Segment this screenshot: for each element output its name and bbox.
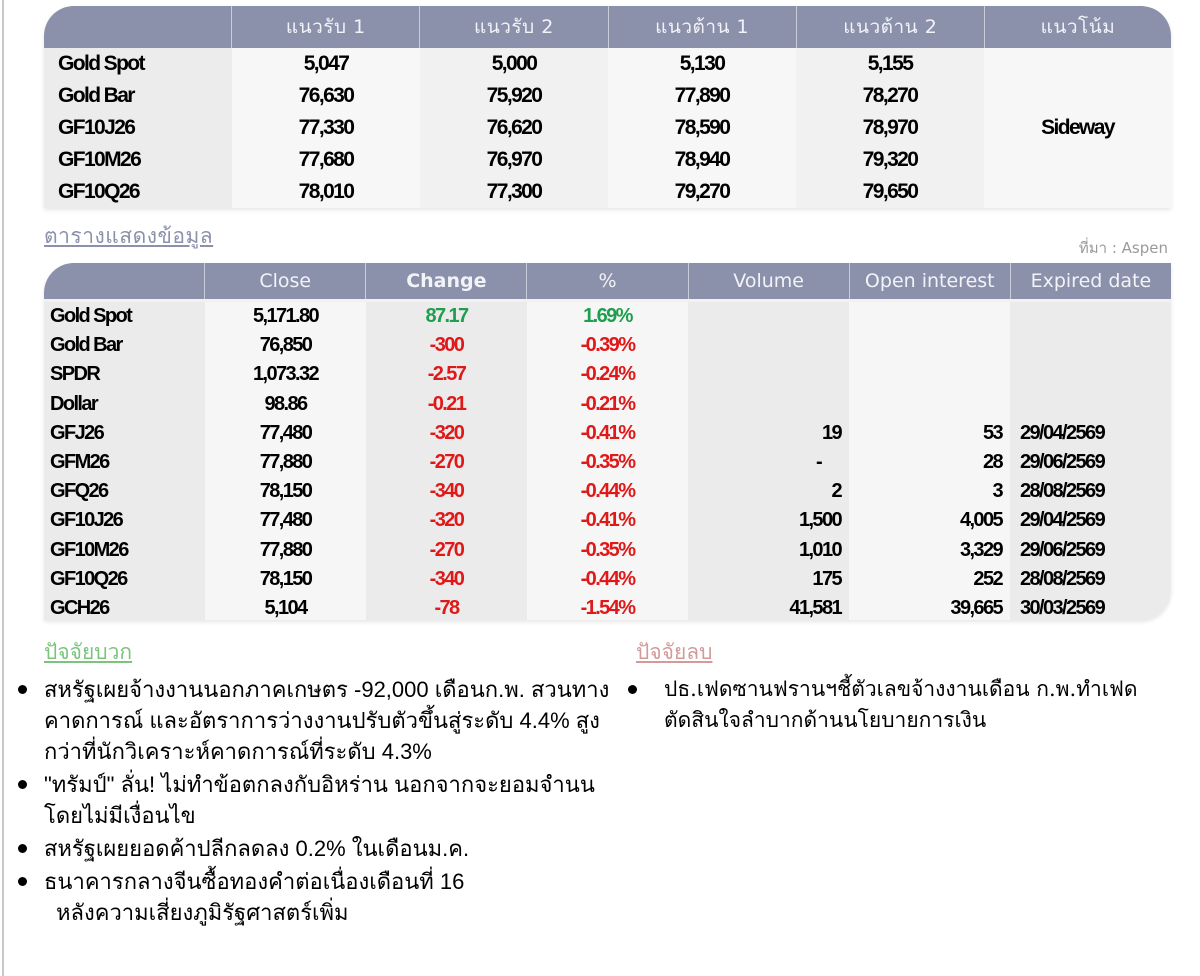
md-cell-change: -2.57 bbox=[427, 363, 466, 386]
md-cell-close: 5,171.80 bbox=[252, 305, 319, 328]
sr-cell-name: Gold Bar bbox=[58, 84, 134, 107]
md-header-percent: % bbox=[526, 263, 687, 299]
md-cell-change: -78 bbox=[434, 596, 459, 619]
md-cell-percent: -0.35% bbox=[580, 451, 635, 474]
sr-col-name bbox=[44, 48, 232, 208]
sr-cell-support-1: 76,630 bbox=[298, 84, 354, 107]
md-table-header bbox=[44, 263, 1171, 299]
data-source-note: ที่มา : Aspen bbox=[1078, 239, 1168, 257]
md-cell-expired-date: 29/06/2569 bbox=[1020, 451, 1105, 474]
sr-col-resistance-2 bbox=[796, 48, 984, 208]
md-cell-close: 98.86 bbox=[264, 392, 307, 415]
md-col-percent bbox=[527, 302, 688, 620]
trend-value: Sideway bbox=[1041, 116, 1114, 139]
md-cell-name: Gold Bar bbox=[50, 334, 122, 357]
sr-header-name bbox=[44, 6, 231, 48]
md-cell-open-interest: 28 bbox=[982, 451, 1002, 474]
bullet-icon bbox=[18, 685, 27, 694]
positive-factors-list bbox=[14, 674, 624, 930]
sr-header-resistance-1: แนวต้าน 1 bbox=[608, 6, 796, 48]
md-table-body bbox=[44, 299, 1171, 620]
sr-header-resistance-2: แนวต้าน 2 bbox=[796, 6, 984, 48]
positive-factor-item bbox=[14, 769, 624, 831]
sr-cell-support-1: 78,010 bbox=[298, 180, 354, 203]
sr-col-support-1 bbox=[232, 48, 420, 208]
bullet-icon bbox=[18, 877, 27, 886]
md-cell-change: -340 bbox=[429, 480, 464, 503]
md-cell-expired-date bbox=[1010, 390, 1171, 419]
md-cell-name: GF10Q26 bbox=[50, 567, 127, 590]
positive-factor-text: ธนาคารกลางจีนซื้อทองคำต่อเนื่องเดือนที่ 16 bbox=[44, 869, 465, 894]
md-col-name bbox=[44, 302, 205, 620]
sr-table-body bbox=[44, 48, 1171, 208]
md-header-change: Change bbox=[365, 263, 526, 299]
md-cell-close: 77,480 bbox=[259, 421, 312, 444]
sr-header-trend: แนวโน้ม bbox=[984, 6, 1171, 48]
md-cell-close: 77,480 bbox=[259, 509, 312, 532]
md-cell-open-interest: 39,665 bbox=[950, 596, 1002, 619]
md-cell-percent: -0.35% bbox=[580, 538, 635, 561]
sr-cell-support-2: 77,300 bbox=[486, 180, 542, 203]
md-cell-open-interest: 3,329 bbox=[959, 538, 1002, 561]
md-cell-open-interest bbox=[849, 302, 1010, 331]
positive-factors-title: ปัจจัยบวก bbox=[44, 640, 133, 664]
md-cell-name: GCH26 bbox=[50, 596, 109, 619]
md-cell-volume: - bbox=[815, 451, 821, 474]
md-cell-volume: 41,581 bbox=[789, 596, 841, 619]
sr-cell-support-2: 5,000 bbox=[491, 52, 537, 75]
sr-cell-resistance-2: 78,970 bbox=[862, 116, 918, 139]
md-cell-volume bbox=[688, 360, 849, 389]
md-col-open-interest bbox=[849, 302, 1010, 620]
md-cell-change: -340 bbox=[429, 567, 464, 590]
sr-header-support-1: แนวรับ 1 bbox=[231, 6, 419, 48]
md-cell-expired-date: 29/04/2569 bbox=[1020, 509, 1105, 532]
positive-factor-item bbox=[14, 833, 624, 864]
md-header-volume: Volume bbox=[688, 263, 849, 299]
md-cell-open-interest: 252 bbox=[973, 567, 1002, 590]
md-cell-change: -320 bbox=[429, 509, 464, 532]
md-cell-change: -270 bbox=[429, 451, 464, 474]
sr-cell-support-1: 77,330 bbox=[298, 116, 354, 139]
sr-cell-name: Gold Spot bbox=[58, 52, 144, 75]
md-cell-close: 77,880 bbox=[259, 538, 312, 561]
md-cell-percent: 1.69% bbox=[583, 305, 632, 328]
sr-cell-support-2: 76,970 bbox=[486, 148, 542, 171]
sr-cell-resistance-2: 79,320 bbox=[862, 148, 918, 171]
md-cell-volume bbox=[688, 390, 849, 419]
md-header-close: Close bbox=[204, 263, 365, 299]
sr-cell-resistance-2: 78,270 bbox=[862, 84, 918, 107]
md-cell-name: GF10M26 bbox=[50, 538, 128, 561]
bullet-icon bbox=[18, 780, 27, 789]
positive-factor-text: สหรัฐเผยยอดค้าปลีกลดลง 0.2% ในเดือนม.ค. bbox=[44, 836, 470, 861]
negative-factors-list bbox=[624, 674, 1164, 738]
md-cell-expired-date bbox=[1010, 302, 1171, 331]
sr-cell-resistance-2: 79,650 bbox=[862, 180, 918, 203]
md-cell-expired-date: 28/08/2569 bbox=[1020, 567, 1105, 590]
md-cell-name: GF10J26 bbox=[50, 509, 123, 532]
md-cell-change: -320 bbox=[429, 421, 464, 444]
md-cell-volume bbox=[688, 302, 849, 331]
md-cell-volume: 1,500 bbox=[798, 509, 841, 532]
md-cell-percent: -0.44% bbox=[580, 480, 635, 503]
md-cell-open-interest bbox=[849, 331, 1010, 360]
md-header-open-interest: Open interest bbox=[849, 263, 1010, 299]
md-cell-expired-date: 30/03/2569 bbox=[1020, 596, 1105, 619]
sr-col-resistance-1 bbox=[608, 48, 796, 208]
md-col-volume bbox=[688, 302, 849, 620]
md-cell-close: 5,104 bbox=[264, 596, 307, 619]
md-cell-open-interest bbox=[849, 360, 1010, 389]
positive-factor-item bbox=[14, 674, 624, 767]
md-cell-volume: 1,010 bbox=[798, 538, 841, 561]
sr-table-header bbox=[44, 6, 1171, 48]
positive-factor-text: "ทรัมป์" ลั่น! ไม่ทำข้อตกลงกับอิหร่าน นอกจากจะยอมจำนนโดยไม่มีเงื่อนไข bbox=[44, 772, 595, 828]
sr-cell-resistance-1: 78,940 bbox=[674, 148, 730, 171]
sr-cell-resistance-1: 78,590 bbox=[674, 116, 730, 139]
md-cell-percent: -0.24% bbox=[580, 363, 635, 386]
md-cell-percent: -0.39% bbox=[580, 334, 635, 357]
md-cell-percent: -1.54% bbox=[580, 596, 635, 619]
bullet-icon bbox=[628, 685, 637, 694]
sr-cell-resistance-1: 77,890 bbox=[674, 84, 730, 107]
md-cell-open-interest bbox=[849, 390, 1010, 419]
md-cell-volume: 2 bbox=[831, 480, 841, 503]
md-cell-close: 78,150 bbox=[259, 567, 312, 590]
sr-cell-support-1: 77,680 bbox=[298, 148, 354, 171]
md-header-expired-date: Expired date bbox=[1010, 263, 1171, 299]
left-border bbox=[2, 0, 4, 976]
positive-factor-item bbox=[14, 866, 624, 928]
sr-cell-resistance-2: 5,155 bbox=[867, 52, 913, 75]
positive-factor-text: สหรัฐเผยจ้างงานนอกภาคเกษตร -92,000 เดือนก.พ. สวนทางคาดการณ์ และอัตราการว่างงานปรับตัวขึ้นสู่ระดับ 4.4% สูงกว่าที่นักวิเคราะห์คาดการณ์ที่ระดับ 4.3% bbox=[44, 677, 610, 764]
md-cell-expired-date: 29/06/2569 bbox=[1020, 538, 1105, 561]
md-cell-close: 77,880 bbox=[259, 451, 312, 474]
md-cell-percent: -0.41% bbox=[580, 509, 635, 532]
md-cell-volume: 19 bbox=[821, 421, 841, 444]
negative-factor-text: ปธ.เฟดซานฟรานฯชี้ตัวเลขจ้างงานเดือน ก.พ.ทำเฟดตัดสินใจลำบากด้านนโยบายการเงิน bbox=[664, 677, 1138, 732]
negative-factor-item bbox=[624, 674, 1164, 736]
sr-cell-support-1: 5,047 bbox=[303, 52, 349, 75]
md-header-name bbox=[44, 263, 204, 299]
md-cell-expired-date bbox=[1010, 331, 1171, 360]
md-cell-name: Dollar bbox=[50, 392, 98, 415]
md-cell-close: 76,850 bbox=[259, 334, 312, 357]
sr-cell-name: GF10Q26 bbox=[58, 180, 140, 203]
md-col-close bbox=[205, 302, 366, 620]
md-cell-open-interest: 53 bbox=[982, 421, 1002, 444]
md-col-expired-date bbox=[1010, 302, 1171, 620]
md-cell-name: GFJ26 bbox=[50, 421, 104, 444]
md-cell-name: SPDR bbox=[50, 363, 100, 386]
md-cell-expired-date: 28/08/2569 bbox=[1020, 480, 1105, 503]
md-cell-change: -300 bbox=[429, 334, 464, 357]
sr-header-support-2: แนวรับ 2 bbox=[419, 6, 607, 48]
md-cell-name: GFM26 bbox=[50, 451, 109, 474]
market-data-table bbox=[44, 263, 1171, 620]
market-data-title: ตารางแสดงข้อมูล bbox=[44, 224, 214, 248]
md-cell-volume bbox=[688, 331, 849, 360]
sr-cell-resistance-1: 79,270 bbox=[674, 180, 730, 203]
sr-cell-name: GF10J26 bbox=[58, 116, 135, 139]
md-col-change bbox=[366, 302, 527, 620]
md-cell-volume: 175 bbox=[812, 567, 841, 590]
md-cell-change: -270 bbox=[429, 538, 464, 561]
md-cell-change: 87.17 bbox=[425, 305, 468, 328]
md-cell-name: GFQ26 bbox=[50, 480, 108, 503]
md-cell-name: Gold Spot bbox=[50, 305, 132, 328]
sr-cell-support-2: 76,620 bbox=[486, 116, 542, 139]
bullet-icon bbox=[18, 844, 27, 853]
md-cell-percent: -0.44% bbox=[580, 567, 635, 590]
md-cell-expired-date: 29/04/2569 bbox=[1020, 421, 1105, 444]
positive-factor-text-continued: หลังความเสี่ยงภูมิรัฐศาสตร์เพิ่ม bbox=[56, 900, 349, 925]
sr-cell-name: GF10M26 bbox=[58, 148, 141, 171]
sr-col-support-2 bbox=[420, 48, 608, 208]
negative-factors-title: ปัจจัยลบ bbox=[636, 640, 713, 664]
md-cell-percent: -0.21% bbox=[580, 392, 635, 415]
sr-cell-support-2: 75,920 bbox=[486, 84, 542, 107]
md-cell-expired-date bbox=[1010, 360, 1171, 389]
md-cell-percent: -0.41% bbox=[580, 421, 635, 444]
md-cell-change: -0.21 bbox=[427, 392, 466, 415]
md-cell-close: 1,073.32 bbox=[252, 363, 319, 386]
md-cell-open-interest: 3 bbox=[992, 480, 1002, 503]
md-cell-open-interest: 4,005 bbox=[959, 509, 1002, 532]
md-cell-close: 78,150 bbox=[259, 480, 312, 503]
sr-col-trend bbox=[984, 48, 1171, 208]
support-resistance-table bbox=[44, 6, 1171, 208]
sr-cell-resistance-1: 5,130 bbox=[679, 52, 725, 75]
